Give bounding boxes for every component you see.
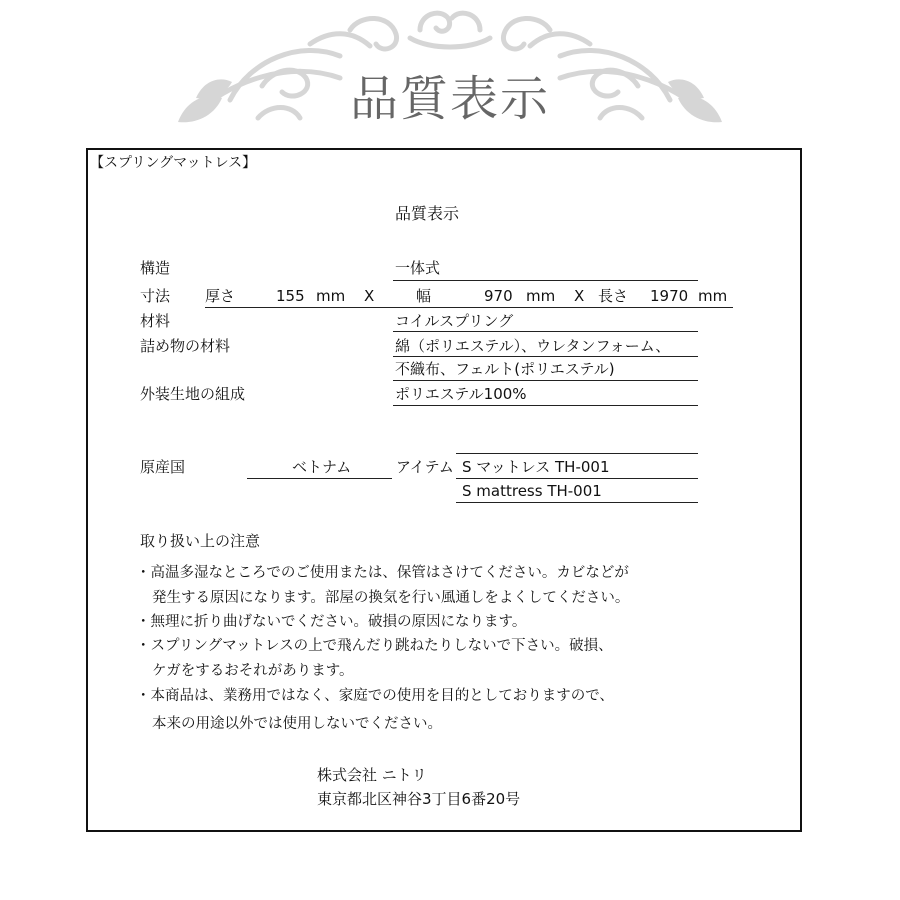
origin-underline: [247, 478, 392, 479]
width-value: 970: [484, 287, 513, 305]
material-underline: [393, 331, 698, 332]
caution-line: ケガをするおそれがあります。: [152, 663, 354, 679]
page-title: 品質表示: [349, 71, 550, 127]
size-label: 寸法: [140, 287, 171, 305]
origin-label: 原産国: [140, 458, 186, 476]
company-name: 株式会社 ニトリ: [317, 766, 427, 784]
structure-underline: [393, 280, 698, 281]
filling-underline-2: [393, 380, 698, 381]
times-sign-1: X: [364, 287, 375, 305]
company-address: 東京都北区神谷3丁目6番20号: [317, 790, 521, 808]
filling-underline-1: [393, 356, 698, 357]
width-label: 幅: [416, 287, 432, 305]
item-value-jp: S マットレス TH-001: [462, 458, 610, 476]
cover-label: 外装生地の組成: [140, 385, 246, 403]
caution-line: ・本商品は、業務用ではなく、家庭での使用を目的としておりますので、: [136, 688, 614, 704]
structure-label: 構造: [140, 259, 171, 277]
width-unit: mm: [526, 287, 556, 305]
caution-line: ・無理に折り曲げないでください。破損の原因になります。: [136, 614, 527, 630]
item-value-en: S mattress TH-001: [462, 482, 602, 500]
caution-line: 発生する原因になります。部屋の換気を行い風通しをよくしてください。: [152, 590, 630, 606]
origin-value: ベトナム: [292, 458, 352, 476]
label-heading: 品質表示: [395, 204, 460, 223]
length-label: 長さ: [598, 287, 629, 305]
structure-value: 一体式: [395, 259, 441, 277]
cover-value: ポリエステル100%: [395, 385, 527, 403]
item-topline: [456, 453, 698, 454]
thickness-unit: mm: [316, 287, 346, 305]
filling-value-line2: 不織布、フェルト(ポリエステル): [395, 360, 615, 378]
caution-line: 本来の用途以外では使用しないでください。: [152, 716, 442, 732]
item-underline-1: [456, 478, 698, 479]
thickness-label: 厚さ: [205, 287, 236, 305]
cautions-heading: 取り扱い上の注意: [140, 532, 261, 550]
category-label: 【スプリングマットレス】: [90, 155, 257, 171]
item-label: アイテム: [396, 458, 454, 476]
item-underline-2: [456, 502, 698, 503]
times-sign-2: X: [574, 287, 585, 305]
thickness-value: 155: [276, 287, 305, 305]
size-underline: [205, 307, 733, 308]
caution-line: ・高温多湿なところでのご使用または、保管はさけてください。カビなどが: [136, 565, 629, 581]
length-unit: mm: [698, 287, 728, 305]
length-value: 1970: [650, 287, 689, 305]
filling-value-line1: 綿（ポリエステル）、ウレタンフォーム、: [395, 337, 671, 355]
cover-underline: [393, 405, 698, 406]
material-label: 材料: [140, 312, 171, 330]
caution-line: ・スプリングマットレスの上で飛んだり跳ねたりしないで下さい。破損、: [136, 638, 613, 654]
filling-label: 詰め物の材料: [140, 337, 231, 355]
material-value: コイルスプリング: [395, 312, 514, 330]
